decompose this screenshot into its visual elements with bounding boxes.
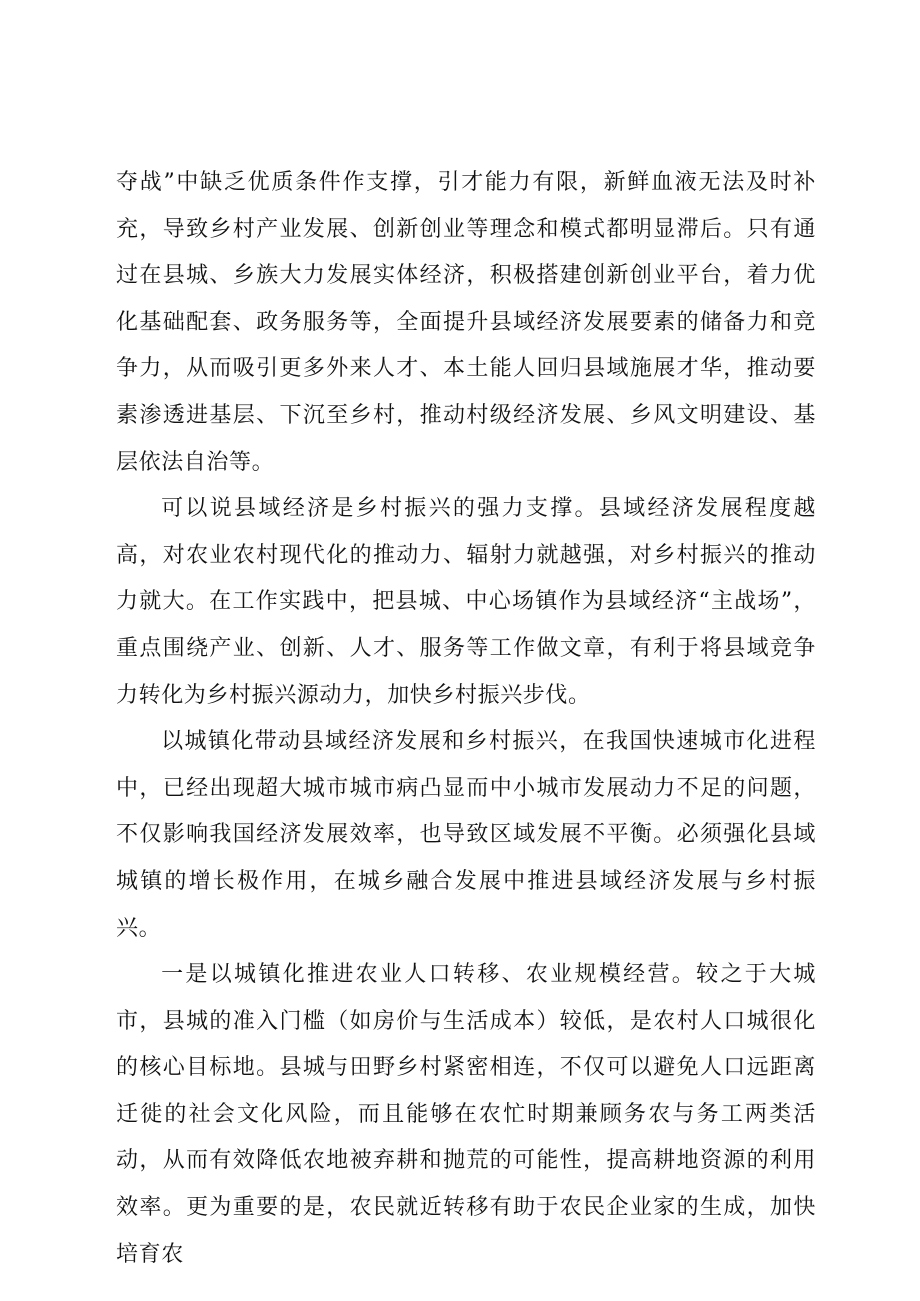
paragraph-3: 以城镇化带动县域经济发展和乡村振兴，在我国快速城市化进程中，已经出现超大城市城市病凸显而中小城市发展动力不足的问题，不仅影响我国经济发展效率，也导致区域发展不平衡。必须强化县域城镇的增长极作用，在城乡融合发展中推进县域经济发展与乡村振兴。 [116,729,816,941]
paragraph-1: 夺战”中缺乏优质条件作支撑，引才能力有限，新鲜血液无法及时补充，导致乡村产业发展、创新创业等理念和模式都明显滞后。只有通过在县城、乡族大力发展实体经济，积极搭建创新创业平台，着力优化基础配套、政务服务等，全面提升县域经济发展要素的储备力和竞争力，从而吸引更多外来人才、本土能人回归县域施展才华，推动要素渗透进基层、下沉至乡村，推动村级经济发展、乡风文明建设、基层依法自治等。 [116,170,816,475]
document-body [116,160,816,1278]
paragraph-4: 一是以城镇化推进农业人口转移、农业规模经营。较之于大城市，县城的准入门槛（如房价与生活成本）较低，是农村人口城很化的核心目标地。县城与田野乡村紧密相连，不仅可以避免人口远距离迁徙的社会文化风险，而且能够在农忙时期兼顾务农与务工两类活动，从而有效降低农地被弃耕和抛荒的可能性，提高耕地资源的利用效率。更为重要的是，农民就近转移有助于农民企业家的生成，加快培育农 [116,962,816,1267]
paragraph-2: 可以说县域经济是乡村振兴的强力支撑。县域经济发展程度越高，对农业农村现代化的推动力、辐射力就越强，对乡村振兴的推动力就大。在工作实践中，把县城、中心场镇作为县域经济“主战场”，重点围绕产业、创新、人才、服务等工作做文章，有利于将县域竞争力转化为乡村振兴源动力，加快乡村振兴步伐。 [116,496,816,708]
